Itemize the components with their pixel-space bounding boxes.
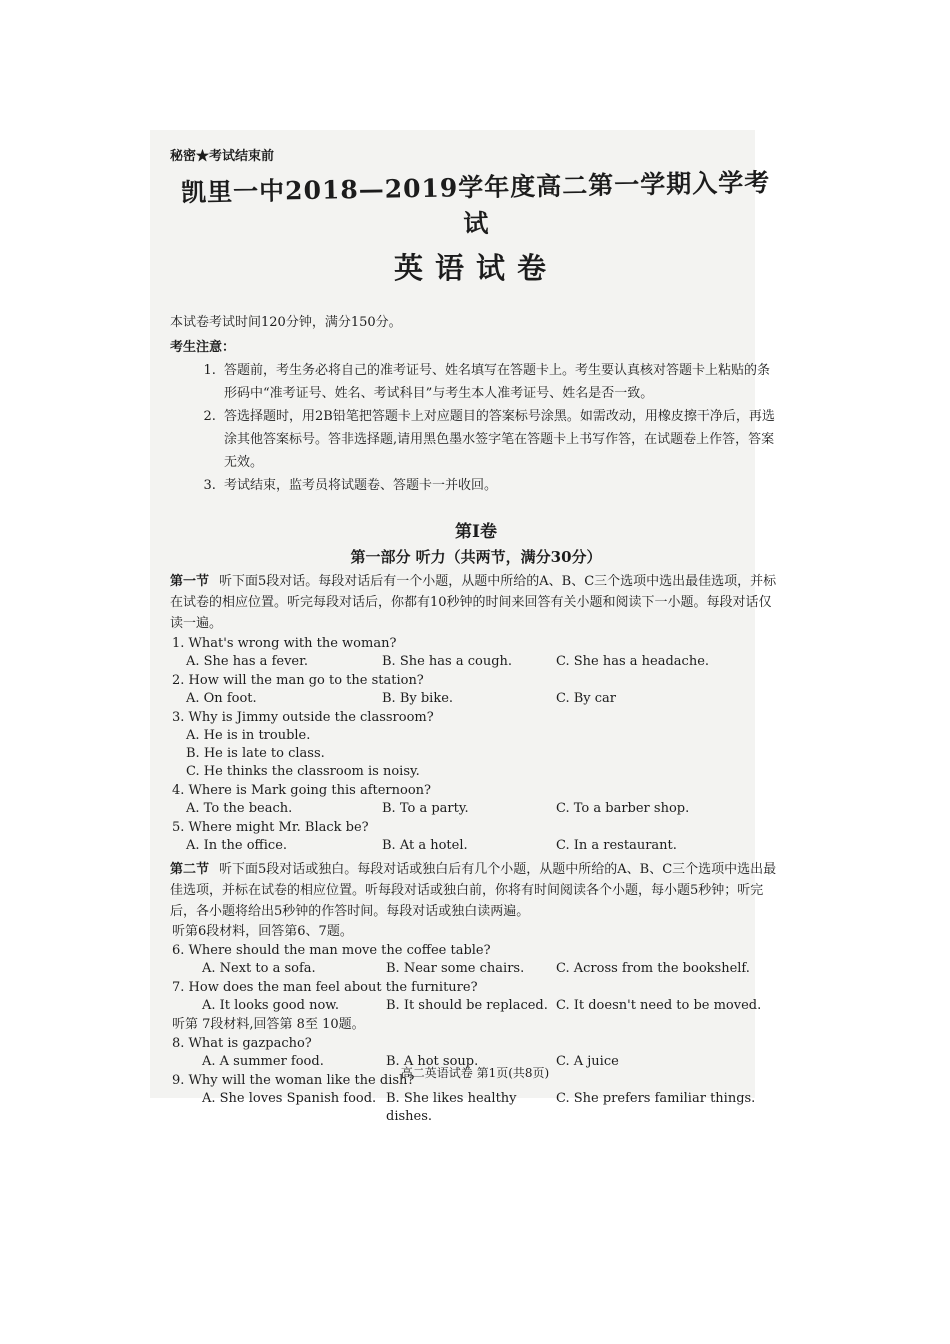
options-7 xyxy=(202,997,782,1015)
options-1 xyxy=(186,653,782,671)
option-c: C. It doesn't need to be moved. xyxy=(556,998,762,1013)
option-a: A. On foot. xyxy=(186,691,257,706)
option-c: C. By car xyxy=(556,691,617,706)
option-a: A. Next to a sofa. xyxy=(202,961,316,976)
question-9: 9. Why will the woman like the dish? xyxy=(172,1073,415,1088)
question-1: 1. What's wrong with the woman? xyxy=(172,636,397,651)
material-7-note: 听第 7段材料,回答第 8至 10题。 xyxy=(172,1017,365,1032)
exam-page xyxy=(170,145,782,1126)
option-b: B. He is late to class. xyxy=(186,746,325,761)
option-a: A. In the office. xyxy=(186,838,288,853)
option-c: C. A juice xyxy=(556,1054,619,1069)
option-b: B. At a hotel. xyxy=(382,838,468,853)
question-7: 7. How does the man feel about the furniture? xyxy=(172,980,478,995)
option-a: A. A summer food. xyxy=(202,1054,324,1069)
section1-text: 听下面5段对话。每段对话后有一个小题，从题中所给的A、B、C三个选项中选出最佳选项，并标在试卷的相应位置。听完每段对话后，你都有10秒钟的时间来回答有关小题和阅读下一小题。每段对话仅读一遍。 xyxy=(170,574,777,631)
confidential-mark: 秘密★考试结束前 xyxy=(170,149,275,164)
options-9 xyxy=(202,1090,782,1126)
options-4 xyxy=(186,800,782,818)
section1-instructions xyxy=(170,571,782,634)
option-a: A. It looks good now. xyxy=(202,998,339,1013)
option-a: A. To the beach. xyxy=(186,801,293,816)
section1-label: 第一节 xyxy=(170,574,210,589)
option-b: B. Near some chairs. xyxy=(386,961,525,976)
options-2 xyxy=(186,690,782,708)
question-5: 5. Where might Mr. Black be? xyxy=(172,820,369,835)
option-c: C. To a barber shop. xyxy=(556,801,690,816)
question-3: 3. Why is Jimmy outside the classroom? xyxy=(172,710,434,725)
question-8: 8. What is gazpacho? xyxy=(172,1036,312,1051)
option-b: B. A hot soup. xyxy=(386,1054,479,1069)
question-6: 6. Where should the man move the coffee table? xyxy=(172,943,491,958)
option-a: A. She has a fever. xyxy=(186,654,309,669)
page-footer: 高二英语试卷 第1页(共8页) xyxy=(400,1066,550,1080)
options-5 xyxy=(186,837,782,855)
option-b: B. She has a cough. xyxy=(382,654,513,669)
notice-heading: 考生注意： xyxy=(170,340,236,355)
option-c: C. She has a headache. xyxy=(556,654,710,669)
section2-label: 第二节 xyxy=(170,862,210,877)
notice-item: 2. 答选择题时，用2B铅笔把答题卡上对应题目的答案标号涂黑。如需改动，用橡皮擦干净后，再选涂其他答案标号。答非选择题,请用黑色墨水签字笔在答题卡上书写作答，在试题卷上作答，答案无效。 xyxy=(220,405,782,474)
volume-title: 第Ⅰ卷 xyxy=(455,522,497,542)
option-b: B. It should be replaced. xyxy=(386,998,548,1013)
option-c: C. She prefers familiar things. xyxy=(556,1091,756,1106)
section2-instructions xyxy=(170,859,782,922)
question-4: 4. Where is Mark going this afternoon? xyxy=(172,783,432,798)
option-a: A. He is in trouble. xyxy=(186,728,311,743)
option-c: C. He thinks the classroom is noisy. xyxy=(186,764,420,779)
option-b: B. To a party. xyxy=(382,801,469,816)
subject-title: 英语试卷 xyxy=(393,251,558,285)
part-title: 第一部分 听力（共两节，满分30分） xyxy=(350,548,602,566)
notice-list xyxy=(170,359,782,497)
material-6-note: 听第6段材料，回答第6、7题。 xyxy=(172,924,353,939)
section2-text: 听下面5段对话或独白。每段对话或独白后有几个小题，从题中所给的A、B、C三个选项中选出最佳选项，并标在试卷的相应位置。听每段对话或独白前，你将有时间阅读各个小题，每小题5秒钟；听完后，各小题将给出5秒钟的作答时间。每段对话或独白读两遍。 xyxy=(170,862,777,919)
notice-item: 1. 答题前，考生务必将自己的准考证号、姓名填写在答题卡上。考生要认真核对答题卡上粘贴的条形码中“准考证号、姓名、考试科目”与考生本人准考证号、姓名是否一致。 xyxy=(220,359,782,405)
option-c: C. In a restaurant. xyxy=(556,838,677,853)
notice-item: 3. 考试结束，监考员将试题卷、答题卡一并收回。 xyxy=(220,474,782,497)
exam-title: 凯里一中2018—2019学年度高二第一学期入学考试 xyxy=(180,167,771,239)
time-info: 本试卷考试时间120分钟，满分150分。 xyxy=(170,315,402,330)
option-b: B. By bike. xyxy=(382,691,454,706)
options-6 xyxy=(202,960,782,978)
option-c: C. Across from the bookshelf. xyxy=(556,961,750,976)
option-a: A. She loves Spanish food. xyxy=(202,1091,377,1106)
question-2: 2. How will the man go to the station? xyxy=(172,673,424,688)
option-b: B. She likes healthy dishes. xyxy=(386,1091,517,1124)
